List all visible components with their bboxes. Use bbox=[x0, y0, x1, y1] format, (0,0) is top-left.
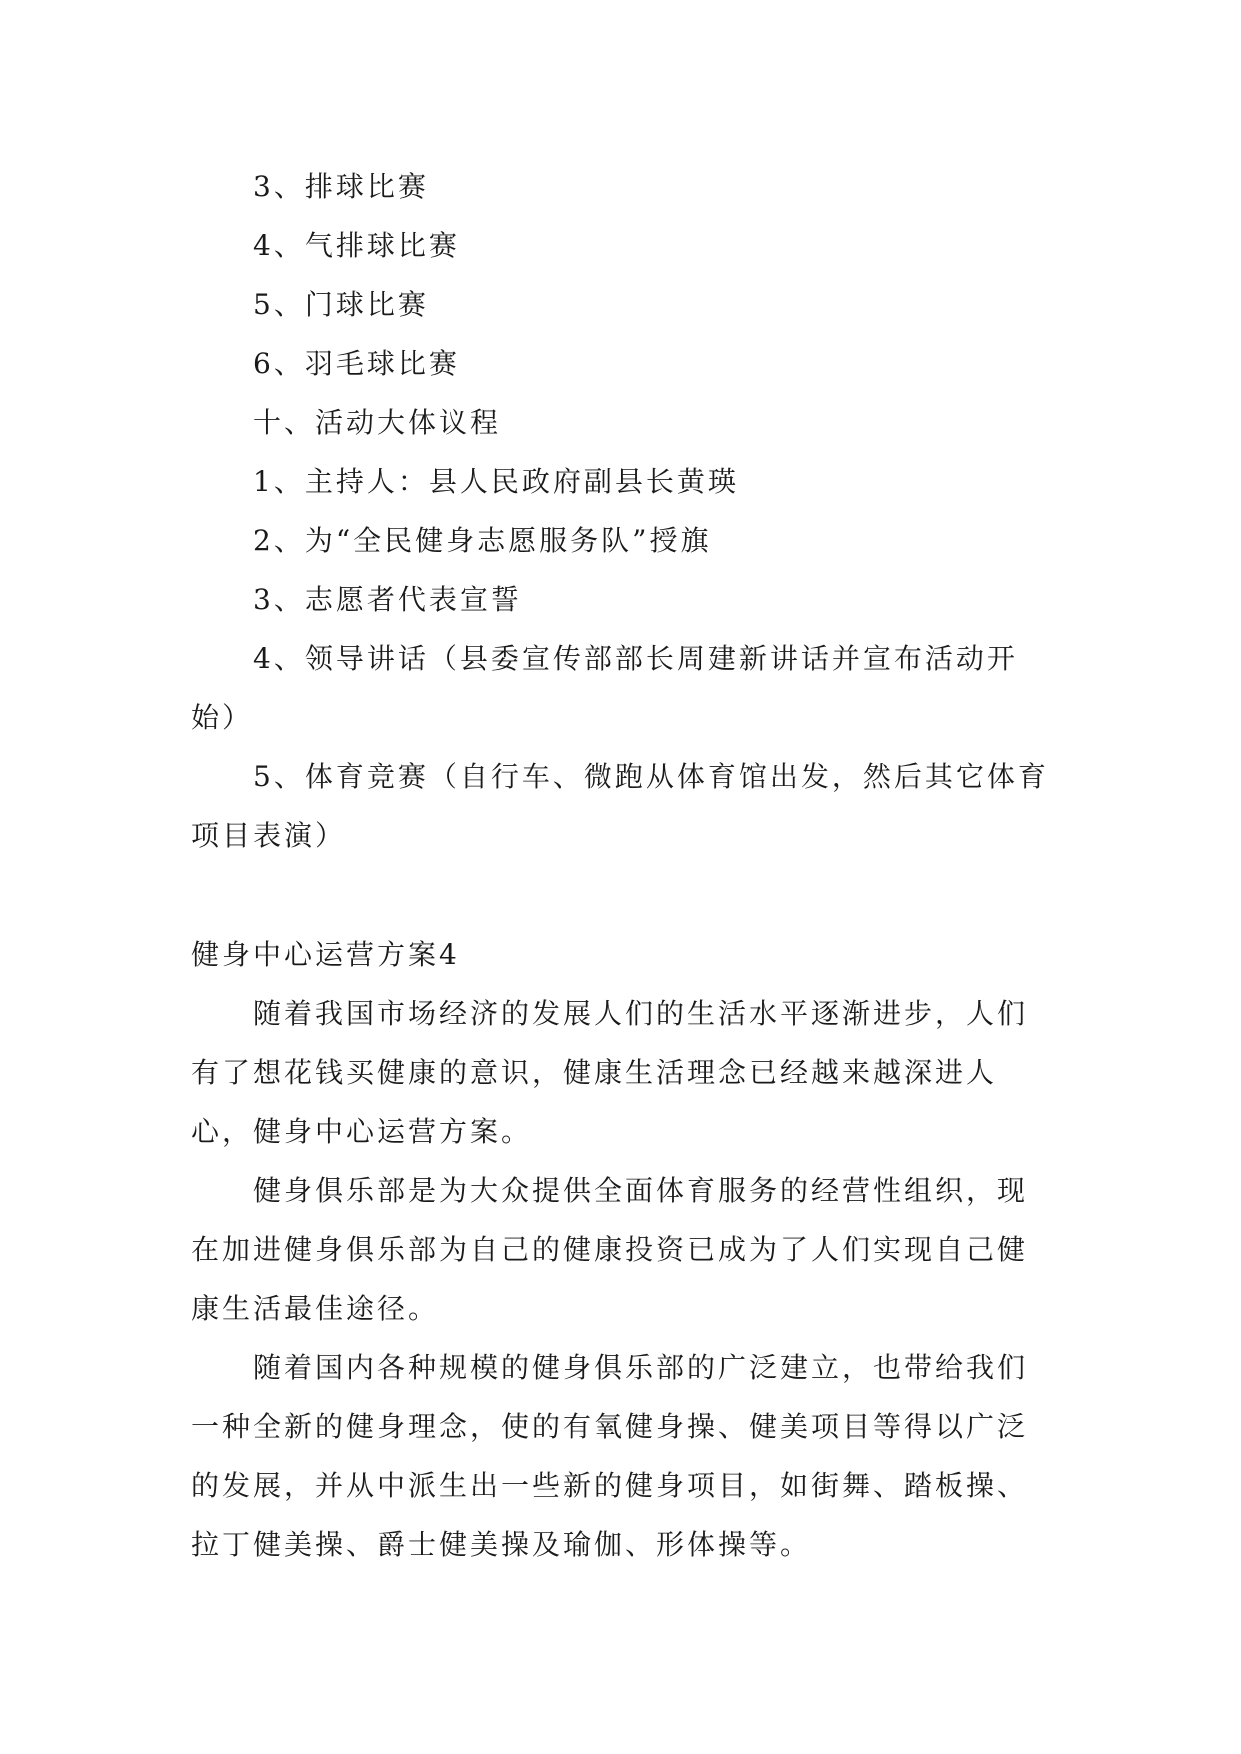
list-item: 3、排球比赛 bbox=[253, 170, 429, 203]
document-body bbox=[191, 157, 1051, 1574]
list-item: 5、体育竞赛（自行车、微跑从体育馆出发，然后其它体育项目表演） bbox=[191, 760, 1049, 852]
body-paragraph: 随着我国市场经济的发展人们的生活水平逐渐进步，人们有了想花钱买健康的意识，健康生活理念已经越来越深进人心，健身中心运营方案。 bbox=[191, 997, 1029, 1148]
list-item: 3、志愿者代表宣誓 bbox=[253, 583, 522, 616]
body-paragraph: 健身俱乐部是为大众提供全面体育服务的经营性组织，现在加进健身俱乐部为自己的健康投资已成为了人们实现自己健康生活最佳途径。 bbox=[191, 1174, 1029, 1325]
list-item: 4、领导讲话（县委宣传部部长周建新讲话并宣布活动开始） bbox=[191, 642, 1018, 734]
list-item: 6、羽毛球比赛 bbox=[253, 347, 460, 380]
list-item: 1、主持人：县人民政府副县长黄瑛 bbox=[253, 465, 739, 498]
section-heading-agenda: 十、活动大体议程 bbox=[253, 406, 502, 439]
list-item: 5、门球比赛 bbox=[253, 288, 429, 321]
list-item: 4、气排球比赛 bbox=[253, 229, 460, 262]
document-heading: 健身中心运营方案4 bbox=[191, 938, 460, 971]
list-item: 2、为“全民健身志愿服务队”授旗 bbox=[253, 524, 712, 557]
body-paragraph: 随着国内各种规模的健身俱乐部的广泛建立，也带给我们一种全新的健身理念，使的有氧健身操、健美项目等得以广泛的发展，并从中派生出一些新的健身项目，如街舞、踏板操、拉丁健美操、爵士健美操及瑜伽、形体操等。 bbox=[191, 1351, 1029, 1561]
section-spacer bbox=[191, 865, 1051, 925]
